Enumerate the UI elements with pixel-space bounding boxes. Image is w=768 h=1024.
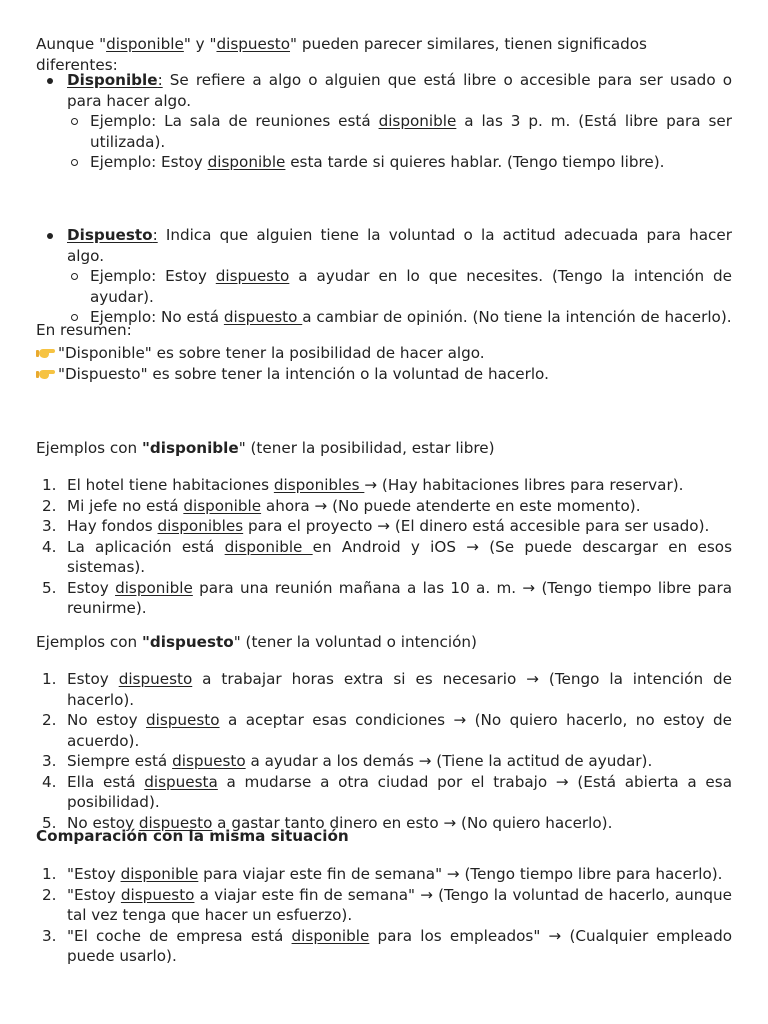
item-text: para los empleados" → (Cualquier empleado puede usarlo). <box>67 926 733 965</box>
intro-text: " y " <box>183 35 217 53</box>
intro-text: Aunque " <box>36 35 107 53</box>
item-term: disponible <box>224 537 313 556</box>
item-term: disponibles <box>273 476 365 494</box>
term-link-disponible: disponible <box>106 35 184 53</box>
item-text: No estoy <box>67 711 146 729</box>
definition-item <box>36 225 732 328</box>
heading-term: "disponible <box>141 439 239 457</box>
item-number: 1. <box>42 476 57 494</box>
example-text: a cambiar de opinión. (No tiene la intención de hacerlo). <box>302 308 732 326</box>
item-number: 1. <box>42 865 57 883</box>
list-item <box>36 669 732 710</box>
item-term: disponibles <box>157 517 244 535</box>
example-text: Ejemplo: No está <box>90 308 224 326</box>
example-term: disponible <box>207 153 286 171</box>
example-item <box>67 266 732 307</box>
item-text: No estoy <box>67 813 139 832</box>
heading-term: "dispuesto <box>141 633 234 651</box>
examples-list-dispuesto <box>36 669 732 833</box>
intro-text: " pueden parecer similares, tienen significados diferentes: <box>36 35 647 74</box>
definition-text: Se refiere a algo o alguien que está libre o accesible para ser usado o para hacer algo. <box>67 71 732 110</box>
example-term: disponible <box>378 112 457 130</box>
item-term: disponible <box>120 865 199 883</box>
item-text: Estoy <box>67 578 116 597</box>
item-term: dispuesto <box>172 752 246 770</box>
summary-line <box>36 364 732 385</box>
item-number: 1. <box>42 670 57 688</box>
list-item <box>36 516 732 537</box>
item-number: 2. <box>42 885 57 904</box>
item-text: Ella está <box>67 772 145 791</box>
item-term: disponible <box>115 578 193 597</box>
item-text: Siempre está <box>67 752 173 770</box>
list-item <box>36 772 732 813</box>
list-item <box>36 475 732 496</box>
item-text: La aplicación está <box>67 537 225 556</box>
example-term: dispuesto <box>215 267 290 285</box>
item-text: a aceptar esas condiciones → (No quiero hacerlo, no estoy de acuerdo). <box>67 711 732 750</box>
item-term: dispuesto <box>138 813 213 832</box>
definition-colon: : <box>157 71 163 89</box>
heading-text: Ejemplos con <box>36 439 142 457</box>
example-text: Ejemplo: Estoy <box>90 153 208 171</box>
list-item <box>36 710 732 751</box>
heading-text: " (tener la voluntad o intención) <box>233 633 477 651</box>
comparison-title: Comparación con la misma situación <box>36 827 349 845</box>
definition-term: Disponible <box>67 71 158 89</box>
item-term: disponible <box>183 496 262 515</box>
item-text: a gastar tanto dinero en esto → (No quiero hacerlo). <box>212 813 613 832</box>
item-term: dispuesto <box>120 885 195 904</box>
example-term: dispuesto <box>223 308 303 326</box>
item-text: para viajar este fin de semana" → (Tengo tiempo libre para hacerlo). <box>198 865 723 883</box>
item-text: "Estoy <box>67 865 121 883</box>
section-heading-disponible <box>36 438 732 459</box>
summary-line <box>36 343 732 364</box>
item-text: para el proyecto → (El dinero está accesible para ser usado). <box>243 517 710 535</box>
item-text: Hay fondos <box>67 517 158 535</box>
example-item <box>67 111 732 152</box>
example-text: Ejemplo: La sala de reuniones está <box>90 112 379 130</box>
list-item <box>36 864 732 885</box>
item-text: a ayudar a los demás → (Tiene la actitud de ayudar). <box>245 752 653 770</box>
item-number: 4. <box>42 537 57 556</box>
list-item <box>36 885 732 926</box>
item-text: a viajar este fin de semana" → (Tengo la voluntad de hacerlo, aunque tal vez tenga que hacer un esfuerzo). <box>67 885 732 924</box>
comparison-list <box>36 864 732 967</box>
item-number: 5. <box>42 813 57 832</box>
term-link-dispuesto: dispuesto <box>216 35 291 53</box>
item-term: dispuesto <box>118 670 193 688</box>
definition-item <box>36 70 732 173</box>
definition-colon: : <box>152 226 158 244</box>
examples-list-disponible <box>36 475 732 619</box>
list-item <box>36 578 732 619</box>
summary-section <box>36 320 732 385</box>
item-text: en Android y iOS → (Se puede descargar en esos sistemas). <box>67 537 732 576</box>
example-sublist <box>67 111 732 173</box>
item-term: dispuesto <box>146 711 220 729</box>
item-text: El hotel tiene habitaciones <box>67 476 274 494</box>
item-number: 2. <box>42 496 57 515</box>
section-heading-dispuesto <box>36 632 732 653</box>
item-text: "Estoy <box>67 885 121 904</box>
definition-list-disponible <box>36 70 732 173</box>
item-number: 4. <box>42 772 57 791</box>
pointing-hand-icon <box>36 345 56 359</box>
example-sublist <box>67 266 732 328</box>
item-text: a mudarse a otra ciudad por el trabajo → (Está abierta a esa posibilidad). <box>67 772 732 811</box>
item-text: a trabajar horas extra si es necesario → (Tengo la intención de hacerlo). <box>67 670 732 709</box>
item-number: 3. <box>42 752 57 770</box>
item-number: 3. <box>42 517 57 535</box>
heading-text: " (tener la posibilidad, estar libre) <box>238 439 495 457</box>
item-text: Estoy <box>67 670 119 688</box>
item-term: dispuesta <box>144 772 218 791</box>
item-term: disponible <box>291 926 370 945</box>
item-text: Mi jefe no está <box>67 496 184 515</box>
list-item <box>36 926 732 967</box>
item-text: ahora → (No puede atenderte en este momento). <box>261 496 641 515</box>
intro-paragraph <box>36 34 732 75</box>
example-text: Ejemplo: Estoy <box>90 267 216 285</box>
item-text: "El coche de empresa está <box>67 926 292 945</box>
example-text: esta tarde si quieres hablar. (Tengo tiempo libre). <box>285 153 665 171</box>
summary-text: "Dispuesto" es sobre tener la intención o la voluntad de hacerlo. <box>58 365 549 383</box>
example-text: a las 3 p. m. (Está libre para ser utilizada). <box>90 112 732 151</box>
list-item <box>36 537 732 578</box>
list-item <box>36 496 732 517</box>
example-text: a ayudar en lo que necesites. (Tengo la intención de ayudar). <box>90 267 732 306</box>
heading-text: Ejemplos con <box>36 633 142 651</box>
pointing-hand-icon <box>36 366 56 380</box>
summary-title: En resumen: <box>36 321 132 339</box>
definition-list-dispuesto <box>36 225 732 328</box>
definition-text: Indica que alguien tiene la voluntad o la actitud adecuada para hacer algo. <box>67 226 732 265</box>
example-item <box>67 152 732 173</box>
item-number: 3. <box>42 926 57 945</box>
item-number: 2. <box>42 711 57 729</box>
list-item <box>36 751 732 772</box>
definition-term: Dispuesto <box>67 226 153 244</box>
item-text: para una reunión mañana a las 10 a. m. → (Tengo tiempo libre para reunirme). <box>67 578 732 617</box>
item-text: → (Hay habitaciones libres para reservar). <box>364 476 684 494</box>
item-number: 5. <box>42 578 57 597</box>
summary-text: "Disponible" es sobre tener la posibilidad de hacer algo. <box>58 343 485 362</box>
